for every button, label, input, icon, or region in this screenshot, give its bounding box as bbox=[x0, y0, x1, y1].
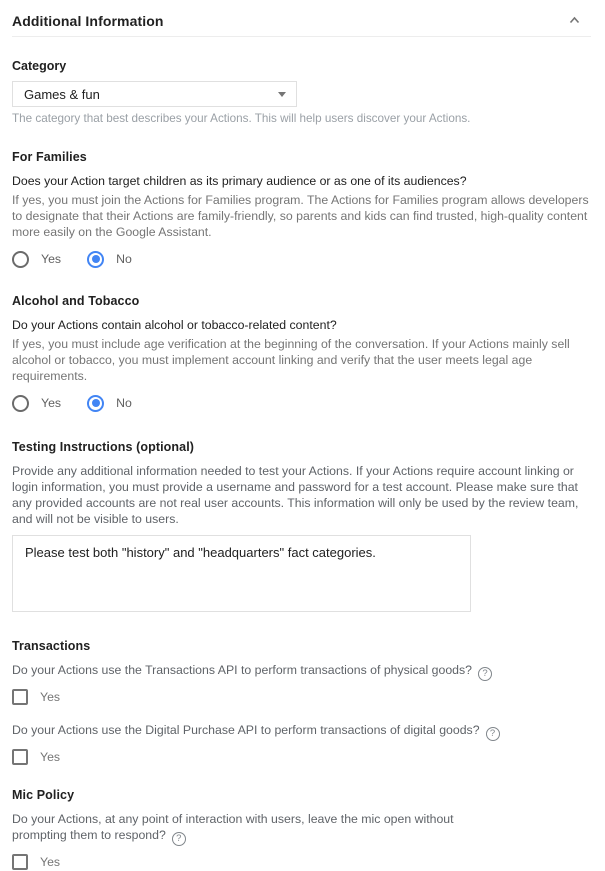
for-families-radio-group bbox=[12, 250, 591, 268]
alcohol-tobacco-radio-group bbox=[12, 394, 591, 412]
checkbox-icon bbox=[12, 749, 28, 765]
radio-label: Yes bbox=[41, 252, 62, 266]
mic-policy-title: Mic Policy bbox=[12, 788, 75, 802]
help-icon[interactable] bbox=[172, 832, 186, 846]
for-families-radio-yes[interactable] bbox=[12, 251, 61, 268]
testing-instructions-input[interactable] bbox=[12, 535, 471, 612]
radio-label: No bbox=[116, 252, 132, 266]
checkbox-label: Yes bbox=[40, 855, 61, 869]
category-helper-text: The category that best describes your Actions. This will help users discover your Actions. bbox=[12, 112, 471, 125]
for-families-question: Does your Action target children as its primary audience or as one of its audiences? bbox=[12, 174, 467, 188]
category-selected-value: Games & fun bbox=[24, 86, 100, 102]
radio-icon bbox=[87, 251, 104, 268]
checkbox-label: Yes bbox=[40, 690, 61, 704]
radio-icon bbox=[12, 395, 29, 412]
checkbox-icon bbox=[12, 854, 28, 870]
alcohol-tobacco-radio-yes[interactable] bbox=[12, 395, 61, 412]
collapse-section-button[interactable] bbox=[566, 12, 583, 29]
category-section bbox=[12, 59, 591, 126]
for-families-title: For Families bbox=[12, 150, 87, 164]
category-label: Category bbox=[12, 59, 67, 73]
mic-policy-checkbox-row bbox=[12, 853, 591, 871]
transactions-digital-question bbox=[12, 722, 591, 741]
alcohol-tobacco-section bbox=[12, 294, 591, 412]
checkbox-label: Yes bbox=[40, 750, 61, 764]
question-text: Do your Actions use the Digital Purchase API to perform transactions of digital goods? bbox=[12, 723, 480, 737]
checkbox-icon bbox=[12, 689, 28, 705]
transactions-physical-checkbox-row bbox=[12, 688, 591, 706]
transactions-section bbox=[12, 639, 591, 766]
mic-policy-section bbox=[12, 788, 591, 871]
panel-header bbox=[12, 12, 591, 37]
help-icon[interactable] bbox=[486, 727, 500, 741]
testing-instructions-title: Testing Instructions (optional) bbox=[12, 440, 195, 454]
radio-icon bbox=[12, 251, 29, 268]
radio-label: No bbox=[116, 396, 132, 410]
caret-down-icon bbox=[278, 92, 286, 97]
testing-instructions-description: Provide any additional information needed to test your Actions. If your Actions require account linking or login information, you must provide a username and password for a test account. Please make sure that any provided accounts are not real user accounts. This information will only be used by the review team, and will not be visible to users. bbox=[12, 464, 579, 526]
radio-icon bbox=[87, 395, 104, 412]
for-families-radio-no[interactable] bbox=[87, 251, 132, 268]
testing-instructions-section bbox=[12, 440, 591, 617]
transactions-physical-question bbox=[12, 662, 591, 681]
transactions-digital-checkbox-row bbox=[12, 748, 591, 766]
transactions-title: Transactions bbox=[12, 639, 91, 653]
question-text: Do your Actions, at any point of interaction with users, leave the mic open without prompting them to respond? bbox=[12, 812, 454, 842]
panel-title: Additional Information bbox=[12, 12, 164, 29]
transactions-physical-checkbox[interactable] bbox=[12, 689, 60, 705]
alcohol-tobacco-helper-text: If yes, you must include age verification at the beginning of the conversation. If your Actions mainly sell alcohol or tobacco, you must implement account linking and verify that the user meets legal age requirements. bbox=[12, 337, 570, 383]
for-families-section bbox=[12, 150, 591, 268]
alcohol-tobacco-radio-no[interactable] bbox=[87, 395, 132, 412]
alcohol-tobacco-title: Alcohol and Tobacco bbox=[12, 294, 140, 308]
help-icon[interactable] bbox=[478, 667, 492, 681]
radio-label: Yes bbox=[41, 396, 62, 410]
chevron-up-icon bbox=[568, 14, 581, 27]
for-families-helper-text: If yes, you must join the Actions for Families program. The Actions for Families program allows developers to designate that their Actions are family-friendly, so parents and kids can find trusted, high-quality content more easily on the Google Assistant. bbox=[12, 193, 589, 239]
transactions-digital-checkbox[interactable] bbox=[12, 749, 60, 765]
category-dropdown[interactable] bbox=[12, 81, 297, 107]
mic-policy-checkbox[interactable] bbox=[12, 854, 60, 870]
question-text: Do your Actions use the Transactions API to perform transactions of physical goods? bbox=[12, 663, 473, 677]
alcohol-tobacco-question: Do your Actions contain alcohol or tobacco-related content? bbox=[12, 318, 337, 332]
